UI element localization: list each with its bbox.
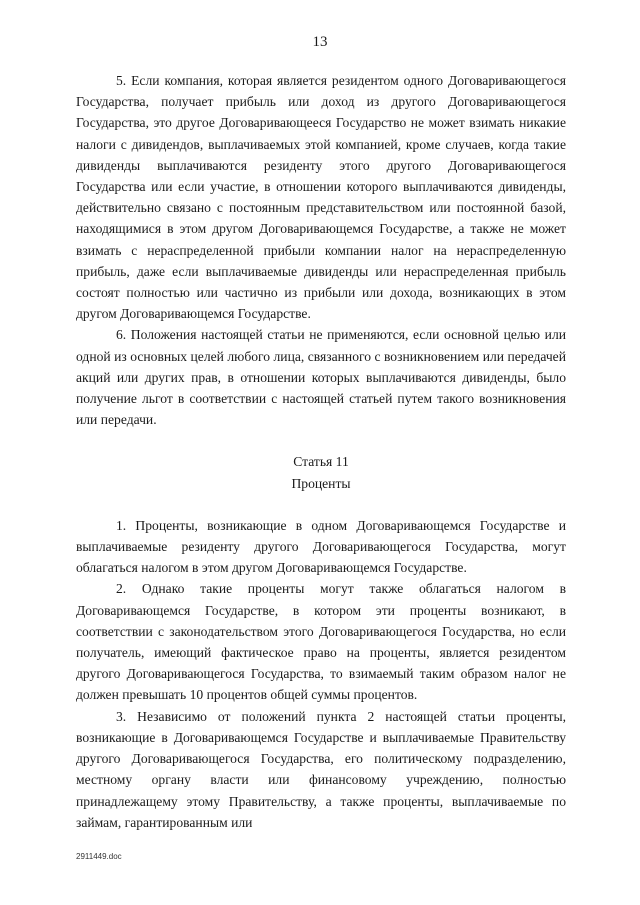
article-heading [76, 451, 566, 493]
paragraph-6-dividends: 6. Положения настоящей статьи не применяются, если основной целью или одной из основных целей любого лица, связанного с возникновением или передачей акций или других прав, в отношении которых выплачиваются дивиденды, было получение льгот в соответствии с настоящей статьей путем такого возникновения или передачи. [76, 327, 566, 428]
article-title: Проценты [291, 475, 351, 491]
footer-filename: 2911449.doc [76, 852, 122, 861]
paragraph-5-dividends: 5. Если компания, которая является резидентом одного Договаривающегося Государства, получает прибыль или доход из другого Договаривающегося Государства, это другое Договаривающееся Государство не может взимать никакие налоги с дивидендов, выплачиваемых этой компанией, кроме случаев, когда такие дивиденды выплачиваются резиденту этого другого Договаривающегося Государства или если участие, в отношении которого выплачиваются дивиденды, действительно связано с постоянным представительством или постоянной базой, находящимися в этом другом Договаривающемся Государстве, а также не может взимать с нераспределенной прибыли компании налог на нераспределенную прибыль, даже если выплачиваемые дивиденды или нераспределенная прибыль состоят полностью или частично из прибыли или дохода, возникающих в этом другом Договаривающемся Государстве. [76, 73, 566, 322]
paragraph-3-interest: 3. Независимо от положений пункта 2 настоящей статьи проценты, возникающие в Договаривающемся Государстве и выплачиваемые Правительству другого Договаривающегося Государства, его политическому подразделению, местному органу власти или финансовому учреждению, полностью принадлежащему этому Правительству, а также проценты, выплачиваемые по займам, гарантированным или [76, 708, 566, 830]
article-number: Статья 11 [293, 454, 349, 470]
page-number: 13 [312, 34, 328, 50]
paragraph-1-interest: 1. Проценты, возникающие в одном Договаривающемся Государстве и выплачиваемые резиденту другого Договаривающегося Государства, могут облагаться налогом в этом другом Договаривающемся Государстве. [76, 517, 566, 576]
document-body [76, 70, 566, 833]
paragraph-2-interest: 2. Однако такие проценты могут также облагаться налогом в Договаривающемся Государстве, в котором эти проценты возникают, в соответствии с законодательством этого Договаривающегося Государства, но если получатель, имеющий фактическое право на проценты, является резидентом другого Договаривающегося Государства, то взимаемый таким образом налог не должен превышать 10 процентов общей суммы процентов. [76, 581, 566, 703]
